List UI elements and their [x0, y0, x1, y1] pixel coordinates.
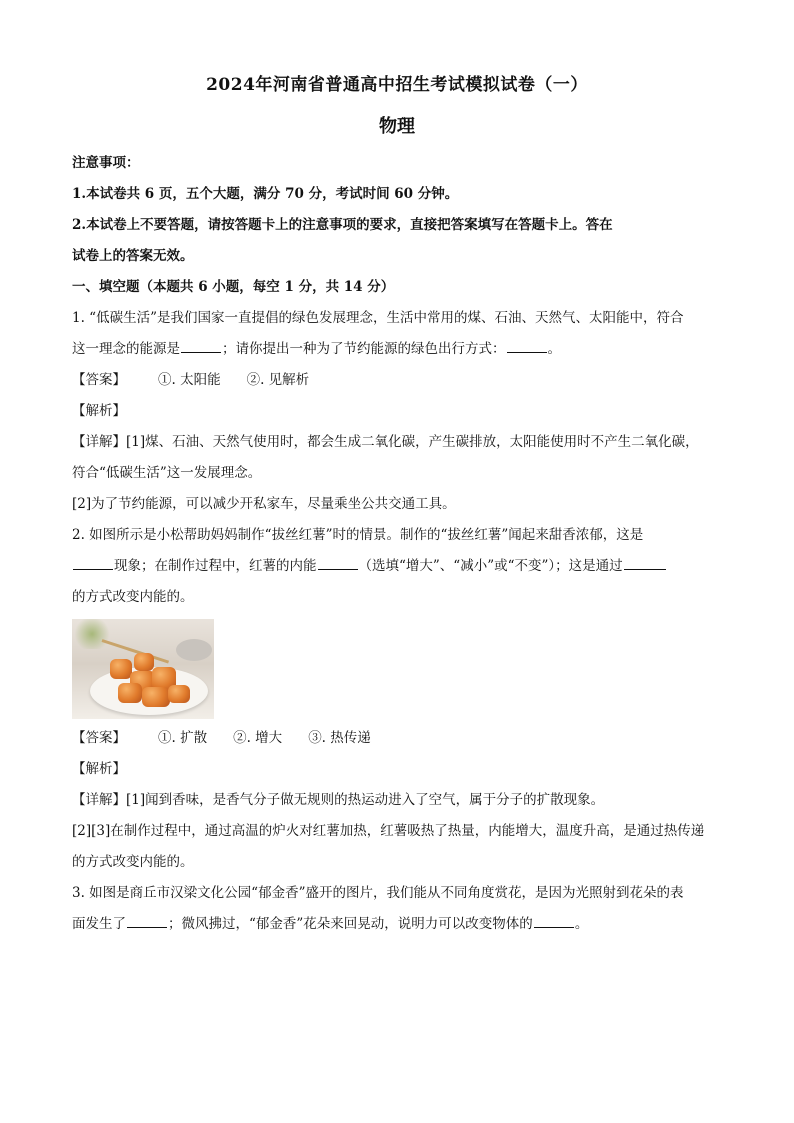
q3-line-2-text-b: ；微风拂过，“郁金香”花朵来回晃动，说明力可以改变物体的 — [168, 916, 533, 932]
q2-line-2-text-a: 现象；在制作过程中，红薯的内能 — [114, 558, 317, 574]
q1-answer-1: ①. 太阳能 — [158, 372, 221, 388]
q3-line-2 — [72, 909, 722, 940]
photo-bowl — [176, 639, 212, 661]
q2-blank-2 — [318, 554, 358, 570]
q2-blank-3 — [624, 554, 666, 570]
notes-heading: 注意事项： — [72, 155, 140, 171]
subject-title: 物理 — [379, 116, 415, 137]
q2-line-3: 的方式改变内能的。 — [72, 589, 194, 605]
photo-leaf — [72, 619, 112, 649]
q2-detail-1: 【详解】[1]闻到香味，是香气分子做无规则的热运动进入了空气，属于分子的扩散现象。 — [72, 792, 605, 808]
q3-line-2-text-c: 。 — [574, 916, 589, 932]
q2-answer-1: ①. 扩散 — [158, 730, 208, 746]
q2-answer — [72, 723, 722, 754]
q1-blank-2 — [507, 337, 547, 353]
q2-analysis-label: 【解析】 — [72, 761, 126, 777]
q2-answer-3: ③. 热传递 — [308, 730, 371, 746]
q2-answer-label: 【答案】 — [72, 730, 126, 746]
q3-blank-2 — [534, 912, 574, 928]
photo-potato-chunk — [142, 687, 170, 707]
q3-line-2-text-a: 面发生了 — [72, 916, 126, 932]
photo-potato-chunk — [134, 653, 154, 671]
q1-answer — [72, 365, 722, 396]
q1-line-2-text-b: ；请你提出一种为了节约能源的绿色出行方式： — [222, 341, 506, 357]
notes-item-2-line-1: 2.本试卷上不要答题，请按答题卡上的注意事项的要求，直接把答案填写在答题卡上。答在 — [72, 217, 613, 233]
photo-potato-chunk — [118, 683, 142, 703]
photo-potato-chunk — [110, 659, 132, 679]
q2-blank-1 — [73, 554, 113, 570]
q3-line-1: 3. 如图是商丘市汉梁文化公园“郁金香”盛开的图片，我们能从不同角度赏花，是因为光照射到花朵的表 — [72, 885, 684, 901]
q2-line-2 — [72, 551, 722, 582]
exam-body — [72, 148, 722, 940]
q1-analysis-label: 【解析】 — [72, 403, 126, 419]
q2-answer-2: ②. 增大 — [233, 730, 283, 746]
q1-answer-label: 【答案】 — [72, 372, 126, 388]
section-1-heading: 一、填空题（本题共 6 小题，每空 1 分，共 14 分） — [72, 279, 395, 295]
q3-blank-1 — [127, 912, 167, 928]
q2-line-2-text-b: （选填“增大”、“减小”或“不变”）；这是通过 — [358, 558, 623, 574]
notes-item-1: 1.本试卷共 6 页，五个大题，满分 70 分，考试时间 60 分钟。 — [72, 186, 459, 202]
q1-line-2 — [72, 334, 722, 365]
q1-detail-1-line-1: 【详解】[1]煤、石油、天然气使用时，都会生成二氧化碳，产生碳排放，太阳能使用时不产生二氧化碳， — [72, 434, 699, 450]
q2-line-1: 2. 如图所示是小松帮助妈妈制作“拔丝红薯”时的情景。制作的“拔丝红薯”闻起来甜香浓郁，这是 — [72, 527, 644, 543]
sweet-potato-photo — [72, 619, 214, 719]
q2-detail-2-line-2: 的方式改变内能的。 — [72, 854, 194, 870]
notes-item-2-line-2: 试卷上的答案无效。 — [72, 248, 194, 264]
q1-answer-2: ②. 见解析 — [246, 372, 310, 388]
q1-blank-1 — [181, 337, 221, 353]
q1-detail-2: [2]为了节约能源，可以减少开私家车，尽量乘坐公共交通工具。 — [72, 496, 456, 512]
q1-detail-1-line-2: 符合“低碳生活”这一发展理念。 — [72, 465, 262, 481]
exam-title: 2024年河南省普通高中招生考试模拟试卷（一） — [206, 75, 588, 95]
q1-line-2-text-c: 。 — [547, 341, 561, 357]
q1-line-2-text-a: 这一理念的能源是 — [72, 341, 180, 357]
q1-line-1: 1. “低碳生活”是我们国家一直提倡的绿色发展理念，生活中常用的煤、石油、天然气、太阳能中，符合 — [72, 310, 684, 326]
q2-detail-2-line-1: [2][3]在制作过程中，通过高温的炉火对红薯加热，红薯吸热了热量，内能增大，温度升高，是通过热传递 — [72, 823, 705, 839]
photo-potato-chunk — [168, 685, 190, 703]
